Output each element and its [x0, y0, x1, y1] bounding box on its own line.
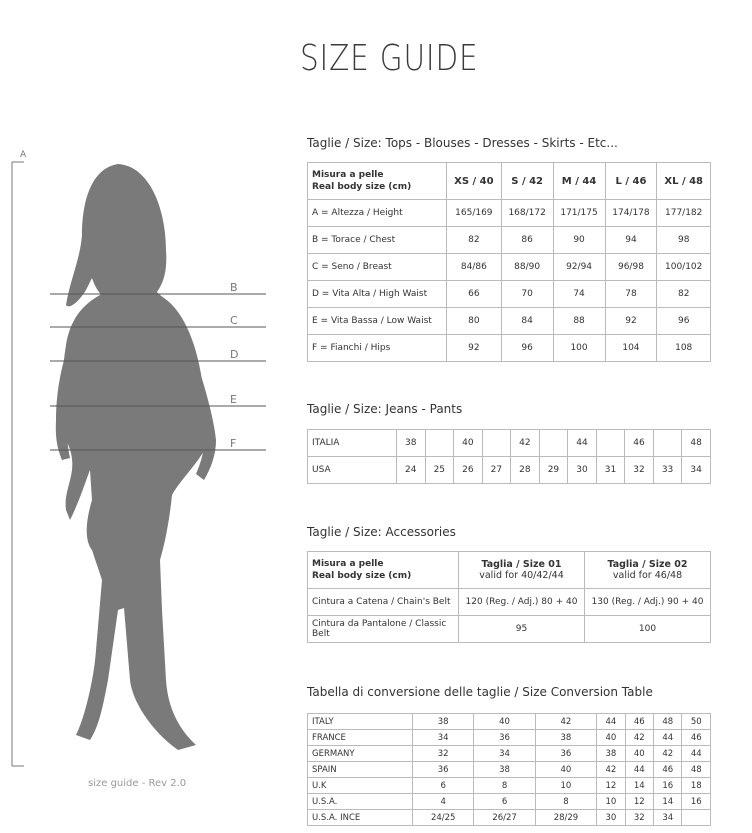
- woman-silhouette: [56, 164, 216, 750]
- table-row: [308, 746, 711, 762]
- table-cell: 28/29: [535, 810, 596, 826]
- table-cell: 46: [625, 714, 653, 730]
- tops-header-label: [308, 163, 447, 200]
- table-cell: 40: [474, 714, 535, 730]
- table-cell: 48: [654, 714, 682, 730]
- tops-size-header: M / 44: [553, 163, 605, 200]
- table-cell: 165/169: [447, 200, 502, 227]
- tops-size-table: [307, 162, 711, 362]
- table-cell: 29: [539, 457, 568, 484]
- table-cell: 34: [413, 730, 474, 746]
- table-cell: 42: [535, 714, 596, 730]
- table-cell: 66: [447, 281, 502, 308]
- table-cell: 4: [413, 794, 474, 810]
- table-cell: 12: [597, 778, 625, 794]
- table-cell: 26/27: [474, 810, 535, 826]
- row-label: F = Fianchi / Hips: [308, 335, 447, 362]
- table-cell: 100: [585, 616, 711, 643]
- table-cell: 38: [397, 430, 426, 457]
- table-cell: 46: [625, 430, 654, 457]
- row-label: FRANCE: [308, 730, 413, 746]
- table-cell: 92: [605, 308, 657, 335]
- table-row: [308, 762, 711, 778]
- tops-section-title: Taglie / Size: Tops - Blouses - Dresses - Skirts - Etc...: [307, 136, 618, 150]
- table-row: [308, 335, 711, 362]
- marker-a: A: [20, 150, 27, 160]
- table-cell: 26: [454, 457, 483, 484]
- table-cell: 46: [682, 730, 711, 746]
- table-cell: 32: [625, 810, 653, 826]
- body-silhouette-figure: [0, 140, 280, 780]
- table-cell: 84: [501, 308, 553, 335]
- row-label: U.K: [308, 778, 413, 794]
- marker-b: B: [230, 281, 238, 294]
- table-cell: 32: [625, 457, 654, 484]
- table-row: [308, 714, 711, 730]
- table-cell: 100: [553, 335, 605, 362]
- table-cell: 12: [625, 794, 653, 810]
- table-cell: 88: [553, 308, 605, 335]
- table-cell: 18: [682, 778, 711, 794]
- table-cell: 40: [535, 762, 596, 778]
- table-cell: 10: [535, 778, 596, 794]
- table-cell: 80: [447, 308, 502, 335]
- table-row: [308, 778, 711, 794]
- marker-c: C: [230, 314, 238, 327]
- table-cell: 24/25: [413, 810, 474, 826]
- table-cell: 82: [657, 281, 711, 308]
- table-cell: 6: [474, 794, 535, 810]
- jeans-section-title: Taglie / Size: Jeans - Pants: [307, 402, 463, 416]
- table-cell: 32: [413, 746, 474, 762]
- page-title: SIZE GUIDE: [300, 38, 479, 79]
- table-cell: [425, 430, 454, 457]
- row-label: A = Altezza / Height: [308, 200, 447, 227]
- table-cell: 92/94: [553, 254, 605, 281]
- table-cell: 96: [657, 308, 711, 335]
- table-cell: 84/86: [447, 254, 502, 281]
- table-cell: 70: [501, 281, 553, 308]
- row-label: C = Seno / Breast: [308, 254, 447, 281]
- accessories-size-01-header: [459, 552, 585, 589]
- tops-size-header: XL / 48: [657, 163, 711, 200]
- table-cell: 94: [605, 227, 657, 254]
- row-label: ITALY: [308, 714, 413, 730]
- tops-header-label-2: Real body size (cm): [312, 182, 412, 192]
- table-cell: 33: [653, 457, 682, 484]
- table-cell: 46: [654, 762, 682, 778]
- accessories-size-02-header: [585, 552, 711, 589]
- table-cell: 16: [682, 794, 711, 810]
- table-cell: 174/178: [605, 200, 657, 227]
- table-cell: 30: [568, 457, 597, 484]
- table-cell: 168/172: [501, 200, 553, 227]
- jeans-size-table: [307, 429, 711, 484]
- accessories-size-table: [307, 551, 711, 643]
- table-cell: 78: [605, 281, 657, 308]
- table-cell: 96/98: [605, 254, 657, 281]
- table-cell: 40: [454, 430, 483, 457]
- table-cell: 171/175: [553, 200, 605, 227]
- table-row: [308, 730, 711, 746]
- table-cell: 108: [657, 335, 711, 362]
- row-label: USA: [308, 457, 397, 484]
- table-cell: 86: [501, 227, 553, 254]
- marker-d: D: [230, 348, 239, 361]
- table-cell: 48: [682, 430, 711, 457]
- table-cell: 44: [625, 762, 653, 778]
- size-02-label: Taglia / Size 02: [607, 559, 688, 570]
- table-cell: 96: [501, 335, 553, 362]
- table-cell: 42: [597, 762, 625, 778]
- accessories-section-title: Taglie / Size: Accessories: [307, 525, 456, 539]
- table-cell: [539, 430, 568, 457]
- table-cell: 25: [425, 457, 454, 484]
- accessories-header-label: [308, 552, 459, 589]
- table-cell: 6: [413, 778, 474, 794]
- tops-size-header: XS / 40: [447, 163, 502, 200]
- table-cell: 90: [553, 227, 605, 254]
- revision-caption: size guide - Rev 2.0: [88, 778, 187, 789]
- row-label: ITALIA: [308, 430, 397, 457]
- table-cell: 42: [625, 730, 653, 746]
- size-conversion-table: [307, 713, 711, 826]
- accessories-header-label-1: Misura a pelle: [312, 559, 384, 569]
- row-label: B = Torace / Chest: [308, 227, 447, 254]
- table-cell: 34: [654, 810, 682, 826]
- table-cell: 74: [553, 281, 605, 308]
- table-row: [308, 254, 711, 281]
- table-cell: [653, 430, 682, 457]
- table-cell: 8: [535, 794, 596, 810]
- tops-size-header: S / 42: [501, 163, 553, 200]
- table-cell: 130 (Reg. / Adj.) 90 + 40: [585, 589, 711, 616]
- table-cell: 36: [535, 746, 596, 762]
- table-row: [308, 281, 711, 308]
- table-row: [308, 430, 711, 457]
- table-cell: [596, 430, 625, 457]
- table-cell: 82: [447, 227, 502, 254]
- table-cell: 44: [654, 730, 682, 746]
- table-cell: 8: [474, 778, 535, 794]
- table-cell: 31: [596, 457, 625, 484]
- tops-header-label-1: Misura a pelle: [312, 170, 384, 180]
- table-cell: 92: [447, 335, 502, 362]
- table-cell: [682, 810, 711, 826]
- table-row: [308, 589, 711, 616]
- table-cell: [482, 430, 511, 457]
- size-02-sub: valid for 46/48: [612, 570, 683, 581]
- row-label: Cintura da Pantalone / Classic Belt: [308, 616, 459, 643]
- size-01-label: Taglia / Size 01: [481, 559, 562, 570]
- table-cell: 104: [605, 335, 657, 362]
- table-cell: 38: [413, 714, 474, 730]
- table-cell: 34: [682, 457, 711, 484]
- table-cell: 14: [654, 794, 682, 810]
- table-cell: 34: [474, 746, 535, 762]
- table-cell: 98: [657, 227, 711, 254]
- row-label: D = Vita Alta / High Waist: [308, 281, 447, 308]
- table-row: [308, 308, 711, 335]
- row-label: U.S.A. INCE: [308, 810, 413, 826]
- table-row: [308, 227, 711, 254]
- tops-size-header: L / 46: [605, 163, 657, 200]
- table-cell: 44: [597, 714, 625, 730]
- marker-e: E: [230, 393, 237, 406]
- table-cell: 38: [597, 746, 625, 762]
- table-row: [308, 457, 711, 484]
- table-cell: 16: [654, 778, 682, 794]
- row-label: SPAIN: [308, 762, 413, 778]
- table-row: [308, 616, 711, 643]
- table-cell: 36: [474, 730, 535, 746]
- table-cell: 177/182: [657, 200, 711, 227]
- table-cell: 28: [511, 457, 540, 484]
- table-cell: 36: [413, 762, 474, 778]
- table-cell: 10: [597, 794, 625, 810]
- row-label: E = Vita Bassa / Low Waist: [308, 308, 447, 335]
- table-row: [308, 794, 711, 810]
- table-cell: 40: [597, 730, 625, 746]
- row-label: Cintura a Catena / Chain's Belt: [308, 589, 459, 616]
- table-cell: 42: [654, 746, 682, 762]
- table-cell: 38: [474, 762, 535, 778]
- table-cell: 27: [482, 457, 511, 484]
- table-cell: 24: [397, 457, 426, 484]
- table-cell: 42: [511, 430, 540, 457]
- row-label: U.S.A.: [308, 794, 413, 810]
- table-cell: 14: [625, 778, 653, 794]
- marker-f: F: [230, 437, 237, 450]
- table-cell: 50: [682, 714, 711, 730]
- table-cell: 120 (Reg. / Adj.) 80 + 40: [459, 589, 585, 616]
- table-cell: 95: [459, 616, 585, 643]
- table-cell: 38: [535, 730, 596, 746]
- row-label: GERMANY: [308, 746, 413, 762]
- table-cell: 100/102: [657, 254, 711, 281]
- table-cell: 44: [568, 430, 597, 457]
- table-cell: 88/90: [501, 254, 553, 281]
- accessories-header-label-2: Real body size (cm): [312, 571, 412, 581]
- table-cell: 30: [597, 810, 625, 826]
- size-01-sub: valid for 40/42/44: [479, 570, 564, 581]
- table-row: [308, 810, 711, 826]
- table-cell: 40: [625, 746, 653, 762]
- conversion-section-title: Tabella di conversione delle taglie / Size Conversion Table: [307, 685, 653, 699]
- table-cell: 48: [682, 762, 711, 778]
- table-row: [308, 200, 711, 227]
- table-cell: 44: [682, 746, 711, 762]
